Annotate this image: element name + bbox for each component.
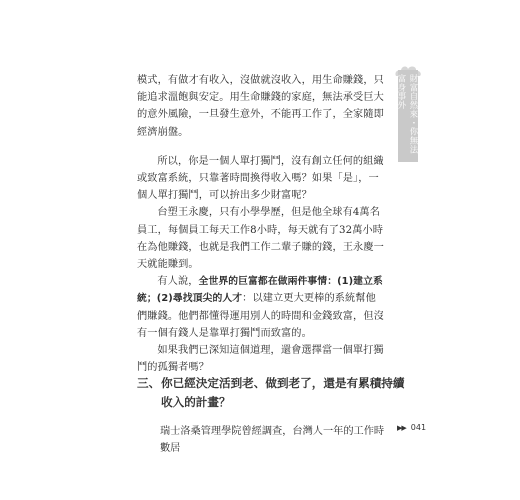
paragraph: 瑞士洛桑管理學院曾經調查，台灣人一年的工作時數居 bbox=[160, 426, 385, 454]
paragraph: 模式，有做才有收入，沒做就沒收入，用生命賺錢，只能追求溫飽與安定。用生命賺錢的家庭，無法承受巨大的意外風險，一旦發生意外，不能再工作了，全家隨即經濟崩盤。 bbox=[137, 75, 384, 138]
page-number: 041 bbox=[410, 423, 427, 432]
paragraph-lead: 有人說， bbox=[157, 276, 199, 288]
bold-emphasis: 全世界的巨富都在做兩件事情：(1)建立系統；(2)尋找頂尖的人才 bbox=[137, 276, 383, 305]
paragraph: 台塑王永慶，只有小學學歷，但是他全球有4萬名員工，每個員工每天工作8小時，每天就有了32萬小時在為他賺錢，也就是我們工作二輩子賺的錢，王永慶一天就能賺到。 bbox=[137, 207, 384, 271]
heading-text: 你已經決定活到老、做到老了，還是有累積持續收入的計畫？ bbox=[161, 376, 405, 409]
double-arrow-icon: ▶▶ bbox=[397, 423, 406, 432]
paragraph: 所以，你是一個人單打獨鬥，沒有創立任何的組織或致富系統，只靠著時間換得收入嗎？如果「是」，一個人單打獨鬥，可以拚出多少財富呢？ bbox=[137, 155, 384, 202]
body-text bbox=[137, 72, 384, 376]
paragraph bbox=[137, 273, 384, 342]
side-tab-label: 財富自然來・你無法富身事外 bbox=[397, 74, 419, 155]
heading-number: 三、 bbox=[137, 376, 161, 390]
paragraph-rest: ：以建立更大更棒的系統幫他們賺錢。他們都懂得運用別人的時間和金錢致富，但沒有一個有錢人是靠單打獨鬥而致富的。 bbox=[137, 293, 384, 339]
paragraph: 如果我們已深知這個道理，還會選擇當一個單打獨鬥的孤獨者嗎？ bbox=[137, 345, 384, 374]
section-heading bbox=[137, 374, 407, 412]
page-folio bbox=[397, 423, 426, 432]
chapter-side-tab bbox=[398, 70, 418, 162]
